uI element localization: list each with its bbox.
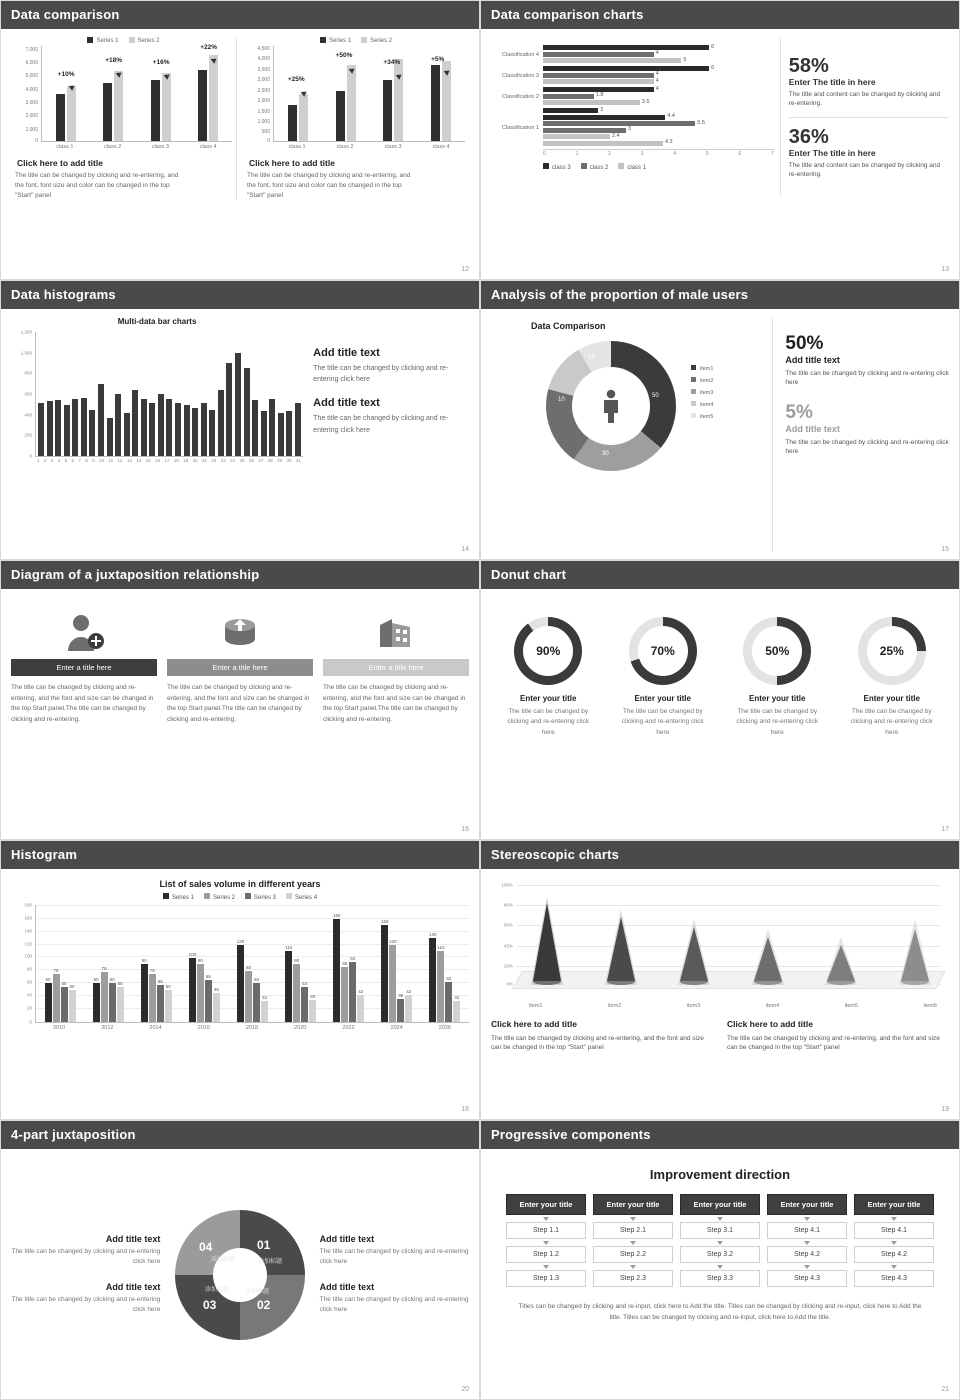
block-text: The title can be changed by clicking and re-entering click here — [11, 1295, 161, 1313]
slide-data-comparison — [0, 0, 480, 280]
stat-percent: 5% — [785, 401, 813, 423]
segment-number: 02 — [256, 1297, 271, 1312]
juxtaposition-item — [11, 607, 157, 726]
donut-text: The title can be changed by clicking and re-entering click here — [621, 708, 704, 736]
stat-text: The title can be changed by clicking and re-entering click here — [785, 438, 949, 456]
donut-ring — [514, 617, 582, 685]
donut-item — [608, 617, 718, 738]
bar-group: Classification 1 2 4.4 5.5 3 2.4 4.3 — [502, 106, 705, 145]
step-cell[interactable]: Step 2.2 — [593, 1246, 673, 1263]
bar-series — [36, 332, 303, 456]
page-number: 12 — [461, 266, 469, 273]
y-axis: 7,000 6,000 5,000 4,000 3,000 2,000 1,000 0 — [25, 46, 38, 144]
block-title: Click here to add title — [491, 1019, 577, 1029]
bar-group: Classification 4 6 4 5 — [502, 43, 715, 63]
chart-legend: class 3 class 2 class 1 — [543, 163, 774, 171]
slide-title: Diagram of a juxtaposition relationship — [1, 561, 479, 589]
step-cell[interactable]: Step 4.2 — [854, 1246, 934, 1263]
slide-title: Data comparison charts — [481, 1, 959, 29]
cone — [674, 927, 714, 985]
slide-data-histograms — [0, 280, 480, 560]
block-text: The title can be changed by clicking and re-entering click here — [319, 1295, 469, 1313]
progress-column — [680, 1194, 760, 1287]
block-title: Add title text — [319, 1233, 375, 1244]
title-button[interactable]: Enter a title here — [167, 659, 313, 676]
segment-label: 15 — [588, 355, 595, 361]
page-number: 19 — [941, 1106, 949, 1113]
slide-juxtaposition-diagram — [0, 560, 480, 840]
bar-group: Classification 2 4 1.8 3.5 — [502, 85, 659, 105]
progress-column — [854, 1194, 934, 1287]
slide-title: Analysis of the proportion of male users — [481, 281, 959, 309]
donut-title: Enter your title — [634, 694, 691, 703]
segment-cn: 添加标题 — [210, 1256, 235, 1263]
donut-item — [722, 617, 832, 738]
page-number: 13 — [941, 266, 949, 273]
slide-title: Data histograms — [1, 281, 479, 309]
bar-group: 150 120 36 42 — [381, 905, 412, 1022]
page-number: 14 — [461, 546, 469, 553]
cone-chart — [501, 882, 941, 1003]
slide-title: Data comparison — [1, 1, 479, 29]
bar-group: 120 80 60 32 — [237, 905, 268, 1022]
donut-4-segments — [175, 1210, 305, 1340]
step-cell[interactable]: Step 2.3 — [593, 1270, 673, 1287]
donut-text: The title can be changed by clicking and re-entering click here — [736, 708, 819, 736]
text-block — [727, 1019, 949, 1053]
page-number: 18 — [461, 1106, 469, 1113]
step-cell[interactable]: Step 3.1 — [680, 1222, 760, 1239]
donut-value: 50% — [752, 626, 802, 676]
chart-block-right — [243, 37, 469, 200]
bar-group: 130 110 62 32 — [429, 905, 460, 1022]
block-title: Click here to add title — [727, 1019, 813, 1029]
segment-label: 30 — [602, 451, 609, 457]
title-button[interactable]: Enter a title here — [11, 659, 157, 676]
progress-column — [593, 1194, 673, 1287]
step-cell[interactable]: Step 3.3 — [680, 1270, 760, 1287]
step-cell[interactable]: Step 4.1 — [767, 1222, 847, 1239]
step-cell[interactable]: Step 3.2 — [680, 1246, 760, 1263]
horizontal-bar-chart — [491, 37, 780, 196]
x-axis: class 1 class 2 class 3 class 4 — [56, 144, 217, 150]
block-title: Add title text — [319, 1281, 375, 1292]
donut-title: Enter your title — [749, 694, 806, 703]
block-text: The title can be changed by clicking and re-entering click here — [313, 415, 449, 434]
item-text: The title can be changed by clicking and re-entering, and the font and size can be changed in the top Start panel.The title can be changed by clicking and re-entering. — [11, 684, 154, 724]
chart-legend — [15, 37, 232, 44]
slide-title: Progressive components — [481, 1121, 959, 1149]
step-cell[interactable]: Step 1.2 — [506, 1246, 586, 1263]
bar-group: 90 75 58 50 — [141, 905, 172, 1022]
step-cell[interactable]: Step 2.1 — [593, 1222, 673, 1239]
donut-item — [493, 617, 603, 738]
chart-title: Multi-data bar charts — [117, 317, 197, 326]
column-header[interactable]: Enter your title — [680, 1194, 760, 1215]
block-title: Add title text — [105, 1281, 161, 1292]
cone — [821, 945, 861, 985]
slide-title: Donut chart — [481, 561, 959, 589]
stat-text: The title and content can be changed by clicking and re-entering. — [788, 91, 941, 108]
bar-chart — [25, 44, 232, 144]
page-number: 15 — [941, 546, 949, 553]
slide-data-comparison-charts — [480, 0, 960, 280]
block-text: The title can be changed by clicking and re-entering click here — [319, 1247, 469, 1266]
stat-percent: 50% — [785, 333, 824, 354]
segment-number: 03 — [202, 1297, 217, 1312]
stat-block — [789, 55, 949, 118]
donut-text: The title can be changed by clicking and re-entering click here — [507, 708, 590, 736]
slide-stereoscopic-charts — [480, 840, 960, 1120]
block-text: The title can be changed by clicking and re-entering, and the font and size can be changed in the top "Start" panel — [491, 1035, 704, 1052]
donut-item — [837, 617, 947, 738]
footer-text: Titles can be changed by clicking and re-input, click here to Add the title. Titles can be changed by clicking and re-input, click here to Add the title. Titles can be changed by clicking and re-input, click here to Add the title. — [518, 1303, 922, 1322]
donut-title: Enter your title — [863, 694, 920, 703]
cone — [601, 917, 641, 985]
slide-title: 4-part juxtaposition — [1, 1121, 479, 1149]
building-icon — [323, 607, 469, 659]
stat-block — [785, 333, 949, 388]
donut-ring — [629, 617, 697, 685]
progress-column — [506, 1194, 586, 1287]
page-number: 21 — [941, 1386, 949, 1393]
cone — [748, 937, 788, 985]
y-axis: 4,500 4,000 3,500 3,000 2,500 2,000 1,500 1,000 500 0 — [257, 45, 270, 144]
donut-value: 90% — [523, 626, 573, 676]
chart-title: Data Comparison — [531, 321, 606, 331]
slide-progressive-components — [480, 1120, 960, 1400]
text-block — [11, 1234, 160, 1268]
delta-label: +16% — [152, 59, 170, 67]
person-icon — [600, 389, 622, 423]
step-cell[interactable]: Step 4.3 — [767, 1270, 847, 1287]
bar-chart: 4,500 4,000 3,500 3,000 2,500 2,000 1,500 1,000 500 0 +25% +50% +34% +5% — [273, 46, 465, 142]
slide-4-part-juxtaposition — [0, 1120, 480, 1400]
bar-group: 160 85 93 42 — [333, 905, 364, 1022]
block-text: The title can be changed by clicking and re-entering click here — [11, 1247, 161, 1266]
block-text: The title can be changed by clicking and re-entering, and the font, font size and color can be changed in the top "Start" panel — [15, 172, 179, 199]
stat-percent: 58% — [788, 55, 829, 77]
y-axis: 180 160 140 120 100 80 60 40 20 0 — [24, 902, 32, 1025]
segment-number: 04 — [198, 1239, 213, 1254]
text-block — [491, 1019, 713, 1053]
block-text: The title can be changed by clicking and re-entering, and the font, font size and color can be changed in the top "Start" panel — [247, 172, 411, 199]
slide-male-users-proportion — [480, 280, 960, 560]
slide-histogram — [0, 840, 480, 1120]
stat-block — [789, 126, 949, 188]
segment-cn: 添加标题 — [204, 1286, 229, 1293]
title-button[interactable]: Enter a title here — [323, 659, 469, 676]
cone — [527, 903, 567, 985]
juxtaposition-item — [323, 607, 469, 726]
slide-donut-chart — [480, 560, 960, 840]
step-cell[interactable]: Step 1.1 — [506, 1222, 586, 1239]
column-header[interactable]: Enter your title — [506, 1194, 586, 1215]
block-text: The title can be changed by clicking and re-entering click here — [313, 365, 449, 384]
donut-title: Enter your title — [520, 694, 577, 703]
chart-title: List of sales volume in different years — [159, 879, 321, 889]
step-cell[interactable]: Step 4.2 — [767, 1246, 847, 1263]
block-title: Click here to add title — [17, 158, 103, 168]
donut-value: 25% — [867, 626, 917, 676]
section-heading: Improvement direction — [649, 1167, 791, 1182]
bar-group: 110 90 54 35 — [285, 905, 316, 1022]
legend-label: Series 2 — [137, 38, 160, 44]
item-text: The title can be changed by clicking and re-entering, and the font and size can be changed in the top Start panel.The title can be changed by clicking and re-entering. — [167, 684, 310, 724]
stat-title: Enter The title in here — [788, 147, 876, 158]
step-cell[interactable]: Step 4.1 — [854, 1222, 934, 1239]
text-block — [320, 1282, 469, 1316]
stat-block — [785, 402, 949, 457]
chart-legend: item1 item2 item3 item4 item5 — [691, 365, 713, 425]
delta-label: +18% — [105, 57, 123, 65]
column-header[interactable]: Enter your title — [854, 1194, 934, 1215]
y-axis: 100% 80% 60% 40% 20% 0% — [501, 882, 513, 987]
x-axis: class 1 class 2 class 3 class 4 — [288, 144, 450, 150]
donut-chart — [546, 341, 676, 471]
delta-label: +22% — [200, 44, 218, 52]
donut-text: The title can be changed by clicking and re-entering click here — [850, 708, 933, 736]
step-cell[interactable]: Step 1.3 — [506, 1270, 586, 1287]
progress-column — [767, 1194, 847, 1287]
chart-block-left — [11, 37, 237, 200]
block-title: Add title text — [105, 1233, 161, 1244]
x-axis: 0 1 2 3 4 5 6 7 — [543, 150, 774, 157]
grouped-bar-chart — [24, 902, 469, 1025]
histogram — [20, 329, 303, 459]
database-icon — [167, 607, 313, 659]
stat-text: The title can be changed by clicking and re-entering click here — [785, 370, 949, 387]
delta-label: +10% — [57, 70, 75, 78]
step-cell[interactable]: Step 4.3 — [854, 1270, 934, 1287]
bar-group: 60 78 60 55 — [93, 905, 124, 1022]
stat-text: The title and content can be changed by clicking and re-entering. — [788, 161, 941, 179]
slide-title: Stereoscopic charts — [481, 841, 959, 869]
text-block — [320, 1234, 469, 1268]
column-header[interactable]: Enter your title — [767, 1194, 847, 1215]
bar-group: 100 90 65 46 — [189, 905, 220, 1022]
stat-title: Add title text — [785, 423, 840, 434]
x-axis: 1 2 3 4 5 6 7 8 9 10 11 12 13 14 15 16 17 18 19 20 21 22 23 24 25 26 27 28 29 30 31 — [37, 458, 301, 463]
page-number: 20 — [461, 1386, 469, 1393]
bar-group: Classification 3 6 4 4 — [502, 64, 715, 84]
x-axis: 2010 2012 2014 2016 2018 2020 2022 2024 2026 — [52, 1025, 451, 1031]
column-header[interactable]: Enter your title — [593, 1194, 673, 1215]
stat-percent: 36% — [788, 125, 829, 148]
page-number: 16 — [461, 826, 469, 833]
stat-title: Add title text — [785, 355, 840, 365]
slide-title: Histogram — [1, 841, 479, 869]
segment-label: 10 — [558, 397, 565, 403]
block-title: Add title text — [313, 347, 380, 359]
stat-title: Enter The title in here — [788, 77, 876, 87]
block-title: Add title text — [313, 397, 380, 410]
bar-group: 60 75 55 50 — [45, 905, 76, 1022]
legend-label: Series 1 — [96, 38, 119, 44]
cone — [895, 929, 935, 985]
user-add-icon — [11, 607, 157, 659]
segment-label: 50 — [652, 393, 659, 399]
juxtaposition-item — [167, 607, 313, 726]
donut-ring — [743, 617, 811, 685]
item-text: The title can be changed by clicking and re-entering, and the font and size can be changed in the top Start panel.The title can be changed by clicking and re-entering. — [323, 684, 466, 724]
segment-number: 01 — [256, 1237, 271, 1252]
page-number: 17 — [941, 826, 949, 833]
x-axis: item1 item2 item3 item4 item5 item6 — [529, 1003, 937, 1009]
y-axis: 1,200 1,000 800 600 400 200 0 — [20, 329, 32, 459]
block-title: Click here to add title — [249, 158, 335, 168]
block-text: The title can be changed by clicking and re-entering, and the font and size can be changed in the top "Start" panel — [727, 1035, 940, 1052]
segment-cn: 添加标题 — [257, 1258, 282, 1265]
segment-cn: 添加标题 — [244, 1288, 269, 1295]
chart-legend: Series 1 Series 2 — [247, 37, 465, 44]
donut-value: 70% — [638, 626, 688, 676]
text-block — [11, 1282, 160, 1316]
donut-ring — [858, 617, 926, 685]
chart-legend: Series 1 Series 2 Series 3 Series 4 — [11, 893, 469, 901]
